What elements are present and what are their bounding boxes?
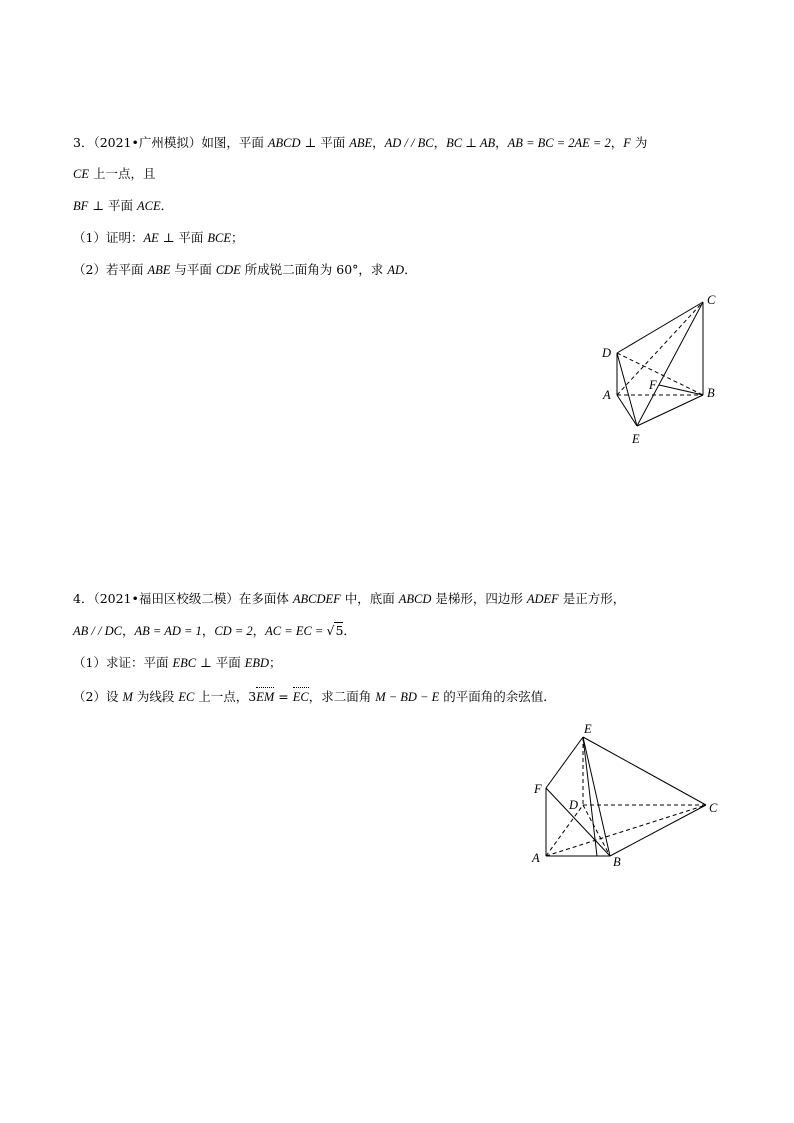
edge-ec xyxy=(583,737,706,805)
point-m: M xyxy=(122,690,133,704)
segment-ce: CE xyxy=(73,167,89,181)
equation-ac-ec: AC = EC = xyxy=(265,624,327,638)
vector-ec: EC xyxy=(292,690,309,704)
label-d: D xyxy=(569,798,579,812)
edge-ac-dashed xyxy=(546,805,706,856)
plane-abe: ABE xyxy=(349,136,373,150)
sqrt-radicand: 5 xyxy=(335,623,344,638)
label-c: C xyxy=(707,293,716,307)
equation-cd: CD = 2 xyxy=(214,624,253,638)
q4-part-1: （1）求证：平面 EBC ⊥ 平面 EBD； xyxy=(73,655,282,670)
plane-ebc: EBC xyxy=(172,656,197,670)
q4-part-2: （2）设 M 为线段 EC 上一点，3EM = EC，求二面角 M − BD − E 的平面角的余弦值． xyxy=(73,689,556,704)
label-a: A xyxy=(603,388,611,402)
segment-bf: BF xyxy=(73,199,89,213)
square-adef: ADEF xyxy=(526,592,559,606)
ad-parallel-bc: AD / / BC xyxy=(384,136,434,150)
label-b: B xyxy=(613,855,621,869)
q4-line-1: 4．（2021•福田区校级二模）在多面体 ABCDEF 中，底面 ABCD 是梯形，四边形 ADEF 是正方形， xyxy=(73,591,626,606)
plane-cde: CDE xyxy=(215,263,241,277)
plane-abcd: ABCD xyxy=(267,136,301,150)
q4-number-source: 4．（2021•福田区校级二模）在多面体 xyxy=(73,591,293,606)
plane-abe: ABE xyxy=(147,263,171,277)
perp-text: ⊥ 平面 xyxy=(300,135,350,150)
q4-line-2: AB / / DC，AB = AD = 1，CD = 2，AC = EC = √5． xyxy=(73,623,356,638)
plane-bce: BCE xyxy=(207,231,232,245)
edge-ebinner xyxy=(583,737,597,856)
edge-bc xyxy=(610,805,706,856)
edge-fe xyxy=(546,737,583,788)
segment-ad: AD xyxy=(387,263,405,277)
length-equation: AB = BC = 2AE = 2 xyxy=(507,136,611,150)
ab-parallel-dc: AB / / DC xyxy=(73,624,122,638)
equation-ab-ad: AB = AD = 1 xyxy=(134,624,202,638)
q3-part-1: （1）证明：AE ⊥ 平面 BCE； xyxy=(73,230,244,245)
solid-abcdef: ABCDEF xyxy=(292,592,341,606)
label-c: C xyxy=(709,801,718,815)
point-f: F xyxy=(623,136,631,150)
plane-ebd: EBD xyxy=(244,656,270,670)
q3-number-source: 3．（2021•广州模拟）如图，平面 xyxy=(73,135,268,150)
label-a: A xyxy=(532,851,540,865)
label-f: F xyxy=(649,378,657,392)
base-abcd: ABCD xyxy=(398,592,432,606)
plane-ace: ACE xyxy=(136,199,161,213)
bc-perp-ab: BC ⊥ AB xyxy=(446,136,496,150)
q3-line-3: BF ⊥ 平面 ACE． xyxy=(73,198,174,213)
edge-eb xyxy=(583,737,610,856)
dihedral-angle: M − BD − E xyxy=(375,690,440,704)
segment-ec: EC xyxy=(178,690,195,704)
label-b: B xyxy=(707,386,715,400)
label-f: F xyxy=(534,782,542,796)
edge-ad-dashed xyxy=(546,805,583,856)
label-d: D xyxy=(602,346,612,360)
q3-line-2: CE 上一点，且 xyxy=(73,166,156,181)
q3-part-2: （2）若平面 ABE 与平面 CDE 所成锐二面角为 60°，求 AD． xyxy=(73,262,417,277)
label-e: E xyxy=(632,432,640,446)
q3-line-1: 3．（2021•广州模拟）如图，平面 ABCD ⊥ 平面 ABE，AD / / BC，BC ⊥ AB，AB = BC = 2AE = 2，F 为 xyxy=(73,135,648,150)
segment-ae: AE xyxy=(143,231,159,245)
vector-em: EM xyxy=(256,690,275,704)
sqrt-sign: √ xyxy=(326,623,335,638)
label-e: E xyxy=(584,722,592,736)
